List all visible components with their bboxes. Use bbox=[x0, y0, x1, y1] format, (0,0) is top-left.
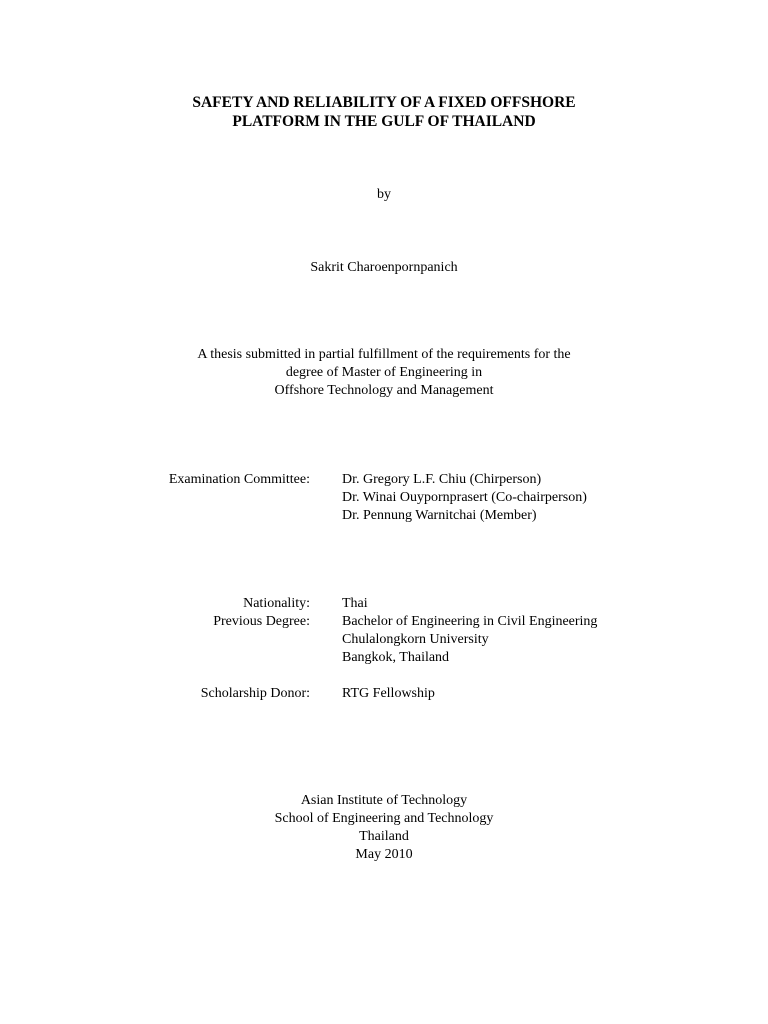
statement-line-3: Offshore Technology and Management bbox=[274, 383, 494, 398]
institution-block bbox=[0, 792, 768, 864]
previous-degree-line: Bangkok, Thailand bbox=[342, 650, 450, 665]
submission-statement bbox=[0, 346, 768, 400]
nationality-value: Thai bbox=[342, 596, 368, 611]
thesis-title-line-1: SAFETY AND RELIABILITY OF A FIXED OFFSHORE bbox=[192, 94, 576, 111]
institution-name: Asian Institute of Technology bbox=[300, 793, 468, 808]
country: Thailand bbox=[359, 829, 409, 844]
thesis-title bbox=[0, 93, 768, 131]
committee-label: Examination Committee: bbox=[168, 472, 310, 487]
author-name: Sakrit Charoenpornpanich bbox=[310, 260, 458, 275]
committee-members bbox=[342, 471, 587, 525]
statement-line-1: A thesis submitted in partial fulfillment of the requirements for the bbox=[197, 347, 571, 362]
previous-degree-line: Bachelor of Engineering in Civil Engineering bbox=[342, 614, 598, 629]
committee-member: Dr. Winai Ouypornprasert (Co-chairperson) bbox=[342, 490, 587, 505]
scholarship-value: RTG Fellowship bbox=[342, 686, 435, 701]
statement-line-2: degree of Master of Engineering in bbox=[285, 365, 483, 380]
by-text: by bbox=[377, 187, 391, 202]
previous-degree-label: Previous Degree: bbox=[213, 614, 310, 629]
previous-degree-line: Chulalongkorn University bbox=[342, 632, 489, 647]
thesis-title-line-2: PLATFORM IN THE GULF OF THAILAND bbox=[232, 113, 536, 130]
school-name: School of Engineering and Technology bbox=[274, 811, 494, 826]
submission-date: May 2010 bbox=[355, 847, 413, 862]
committee-member: Dr. Pennung Warnitchai (Member) bbox=[342, 508, 537, 523]
previous-degree-value bbox=[342, 613, 597, 667]
scholarship-label: Scholarship Donor: bbox=[200, 686, 310, 701]
committee-member: Dr. Gregory L.F. Chiu (Chirperson) bbox=[342, 472, 542, 487]
nationality-label: Nationality: bbox=[243, 596, 310, 611]
